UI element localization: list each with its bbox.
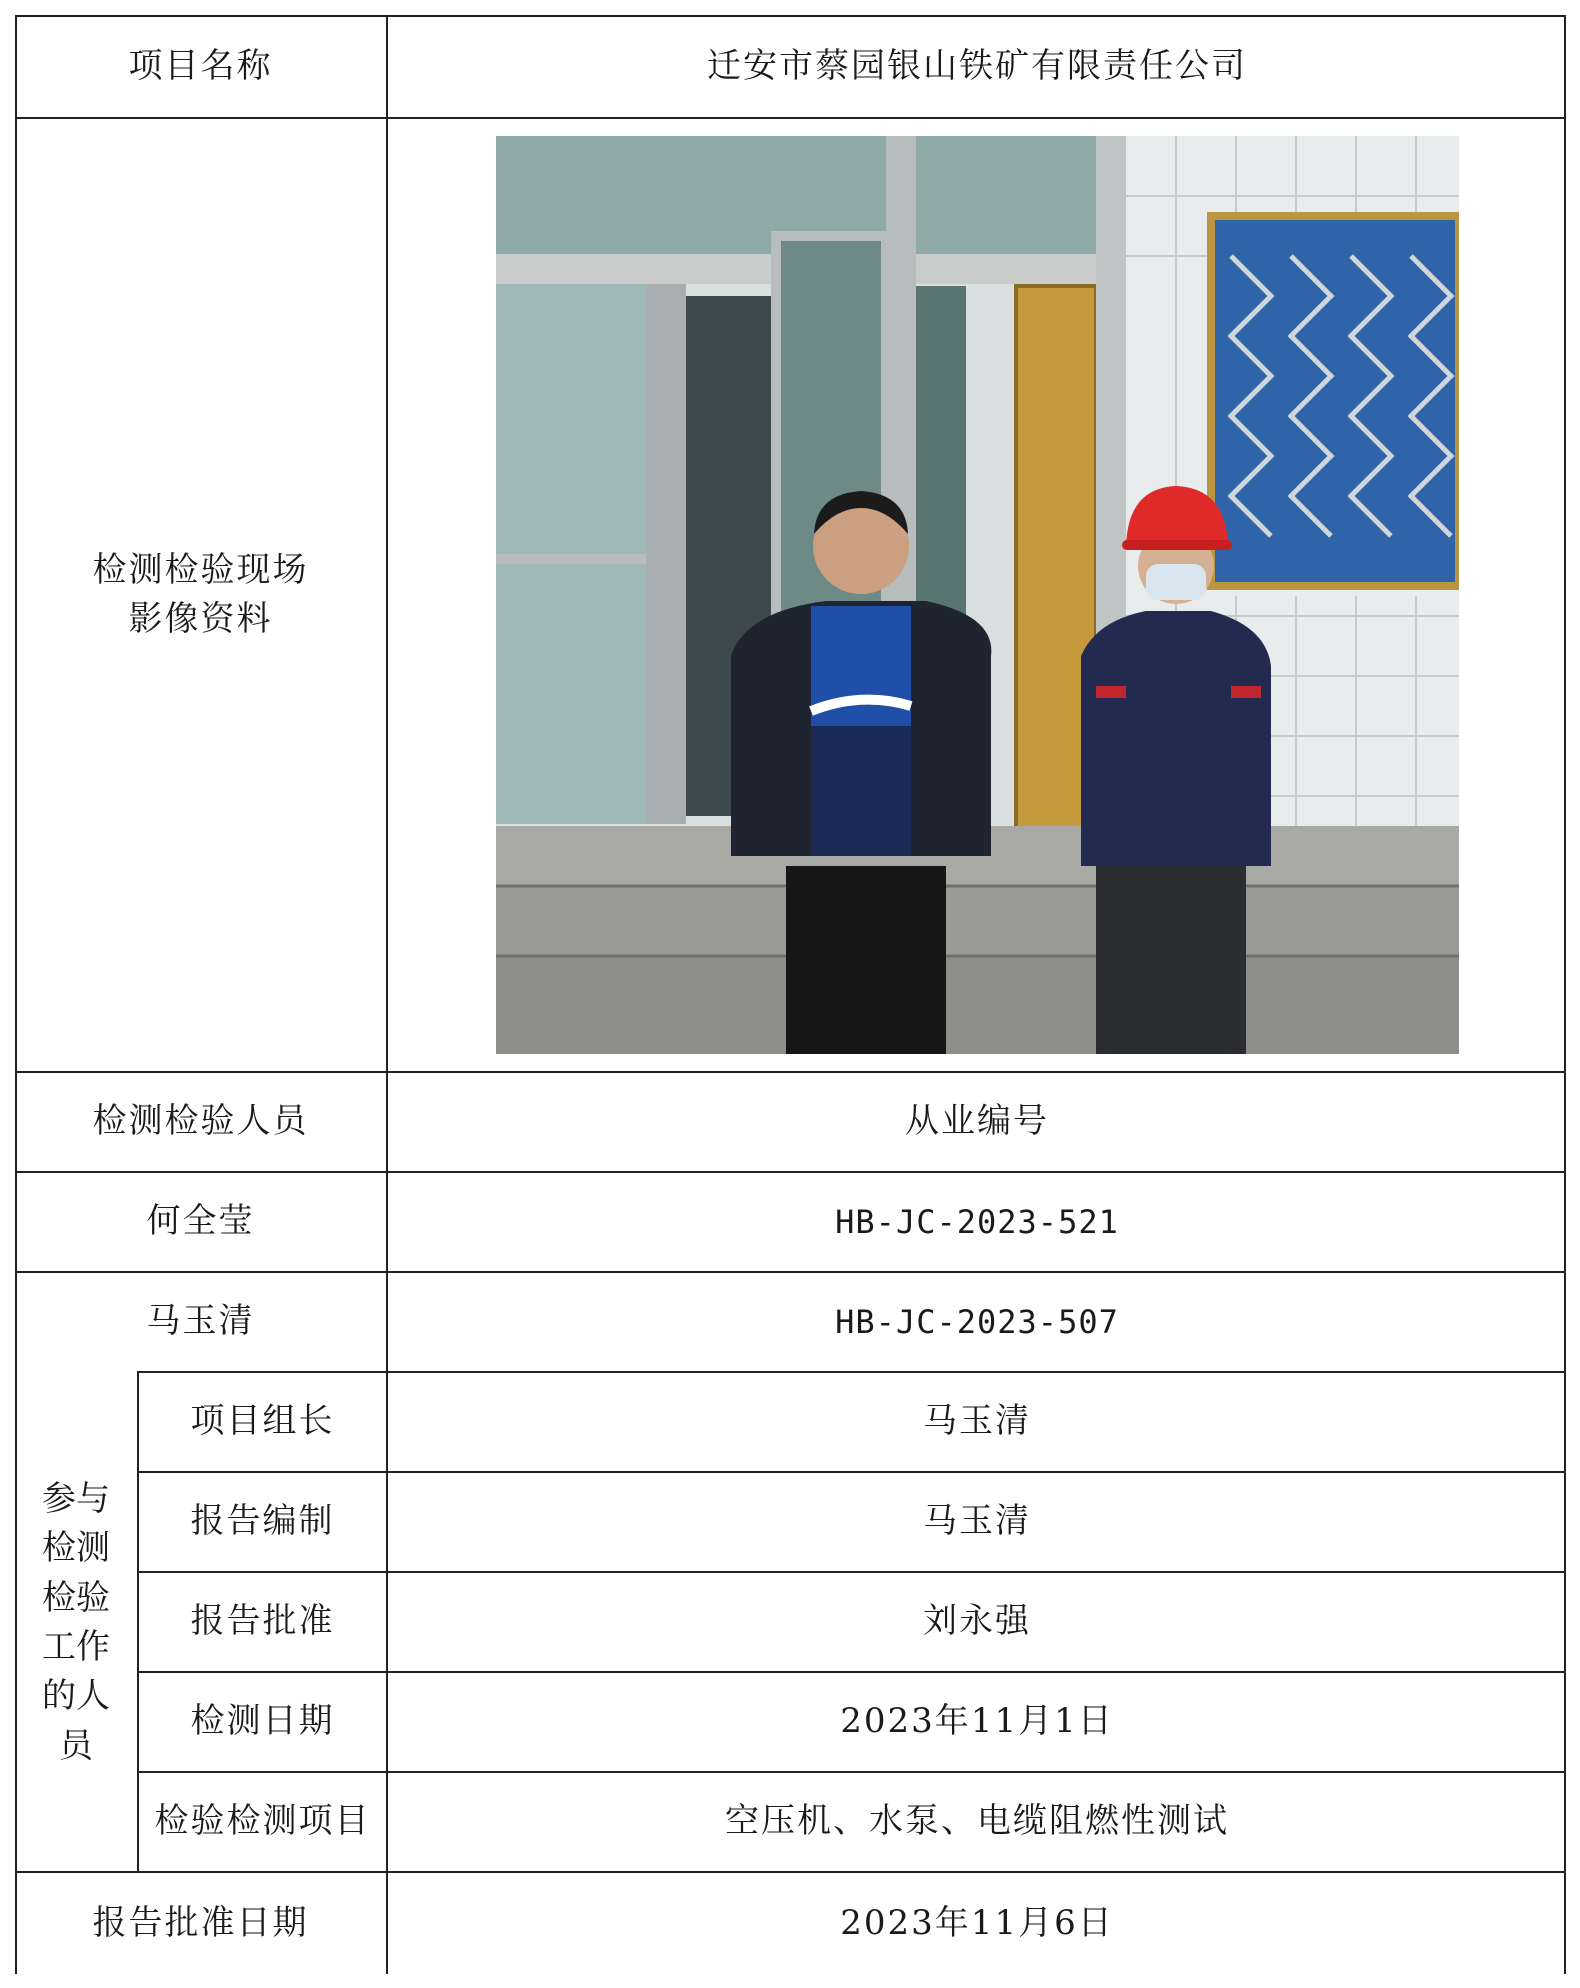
inspector-row — [15, 1271, 1566, 1371]
site-photo-illustration — [496, 136, 1459, 1054]
inspector-name: 何全莹 — [15, 1173, 388, 1271]
group-row — [137, 1771, 1566, 1871]
group-row-label: 检验检测项目 — [137, 1773, 388, 1871]
group-row-value: 马玉清 — [923, 1401, 1031, 1442]
group-row — [137, 1571, 1566, 1671]
photo-label — [15, 119, 388, 1071]
approval-date-row — [15, 1871, 1566, 1974]
group-row-label: 项目组长 — [137, 1373, 388, 1471]
group-row — [137, 1471, 1566, 1571]
personnel-header-value: 从业编号 — [905, 1101, 1049, 1142]
project-label: 项目名称 — [15, 17, 388, 117]
project-row — [15, 15, 1566, 117]
photo-label-line1: 检测检验现场 — [92, 549, 309, 590]
inspector-name: 马玉清 — [15, 1273, 388, 1371]
photo-label-line2: 影像资料 — [128, 599, 273, 639]
inspection-record-table — [15, 15, 1566, 1974]
photo-row — [15, 117, 1566, 1071]
group-row-value: 空压机、水泵、电缆阻燃性测试 — [725, 1801, 1229, 1842]
group-row — [137, 1671, 1566, 1771]
project-value: 迁安市蔡园银山铁矿有限责任公司 — [707, 46, 1247, 87]
personnel-header-label: 检测检验人员 — [15, 1073, 388, 1171]
group-label-line: 检测 — [42, 1528, 110, 1569]
group-label-line: 的人 — [42, 1676, 110, 1717]
inspector-id: HB-JC-2023-507 — [835, 1302, 1119, 1341]
group-row-label: 检测日期 — [137, 1673, 388, 1771]
group-row-value: 2023年11月1日 — [840, 1701, 1114, 1742]
approval-date-value: 2023年11月6日 — [840, 1902, 1114, 1943]
site-photo — [496, 136, 1459, 1054]
participants-group-label — [15, 1373, 137, 1873]
group-label-line: 参与 — [42, 1479, 110, 1520]
group-row-label: 报告批准 — [137, 1573, 388, 1671]
group-row — [137, 1371, 1566, 1471]
inspector-row — [15, 1171, 1566, 1271]
group-row-value: 刘永强 — [923, 1601, 1031, 1642]
group-label-line: 员 — [59, 1725, 93, 1766]
photo-cell — [388, 119, 1566, 1071]
approval-date-label: 报告批准日期 — [15, 1873, 388, 1974]
inspector-id: HB-JC-2023-521 — [835, 1202, 1119, 1241]
group-label-line: 检验 — [42, 1577, 110, 1618]
group-row-label: 报告编制 — [137, 1473, 388, 1571]
group-row-value: 马玉清 — [923, 1501, 1031, 1542]
group-label-line: 工作 — [42, 1627, 110, 1667]
personnel-header-row — [15, 1071, 1566, 1171]
